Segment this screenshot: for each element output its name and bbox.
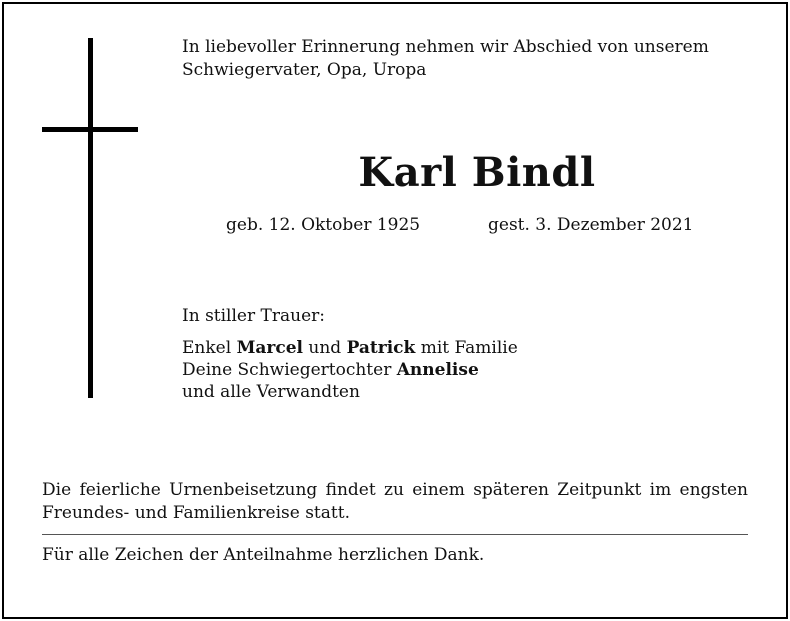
mourner-name-marcel: Marcel [236, 338, 303, 358]
mourners-text: Deine Schwiegertochter [182, 360, 397, 380]
mourners-line-daughter-in-law [182, 359, 518, 381]
deceased-name: Karl Bindl [358, 149, 596, 196]
mourners-line-grandsons [182, 337, 518, 359]
mourner-name-patrick: Patrick [346, 338, 416, 358]
intro-text [182, 36, 762, 82]
birth-date: geb. 12. Oktober 1925 [226, 215, 421, 235]
mourners-list [182, 337, 518, 403]
mourners-text: Enkel [182, 338, 237, 358]
cross-icon [88, 38, 93, 398]
mourners-line-relatives: und alle Verwandten [182, 382, 360, 402]
death-date: gest. 3. Dezember 2021 [488, 215, 694, 235]
obituary-frame [2, 2, 788, 619]
mourners-text: und [302, 338, 347, 358]
burial-notice: Die feierliche Urnenbeisetzung findet zu einem späteren Zeitpunkt im engsten Freundes- und Familienkreise statt. [42, 480, 748, 523]
divider-line [42, 534, 748, 535]
intro-line-2: Schwiegervater, Opa, Uropa [182, 60, 427, 80]
mourner-name-annelise: Annelise [396, 360, 479, 380]
mourners-text: mit Familie [415, 338, 518, 358]
mourning-heading: In stiller Trauer: [182, 306, 325, 326]
intro-line-1: In liebevoller Erinnerung nehmen wir Abschied von unserem [182, 37, 709, 57]
thanks-text: Für alle Zeichen der Anteilnahme herzlichen Dank. [42, 545, 485, 565]
cross-icon-bar [42, 127, 138, 132]
